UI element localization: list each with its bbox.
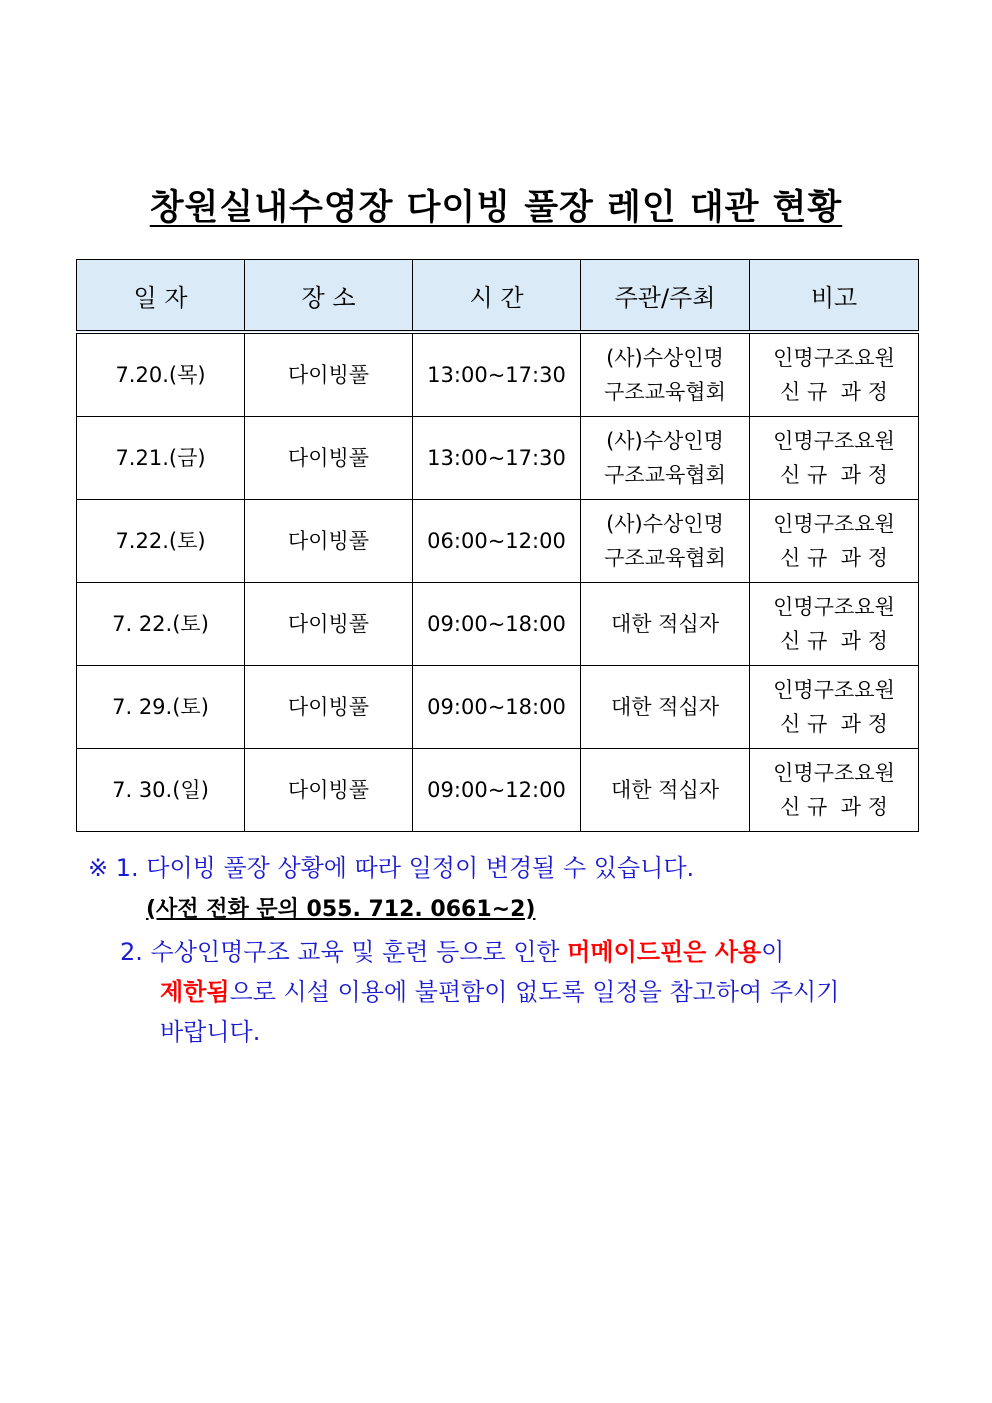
note-2-highlight-mermaid-fin: 머메이드핀은 사용 [567, 938, 762, 966]
header-place: 장 소 [245, 260, 413, 333]
table-header-row [77, 260, 919, 333]
organizer-line-1: (사)수상인명 [606, 429, 724, 453]
cell-time: 09:00~12:00 [413, 749, 581, 832]
note-1: ※ 1. 다이빙 풀장 상황에 따라 일정이 변경될 수 있습니다. [88, 854, 695, 882]
organizer-line-2: 구조교육협회 [604, 546, 726, 570]
cell-date: 7.22.(토) [77, 500, 245, 583]
schedule-table [76, 259, 919, 832]
cell-place: 다이빙풀 [245, 332, 413, 417]
table-row [77, 417, 919, 500]
note-line-2: 신 규 과 정 [780, 629, 888, 653]
cell-organizer: 대한 적십자 [581, 666, 750, 749]
header-note: 비고 [750, 260, 919, 333]
note-line-1: 인명구조요원 [773, 512, 895, 536]
organizer-line-2: 구조교육협회 [604, 380, 726, 404]
cell-place: 다이빙풀 [245, 500, 413, 583]
table-row [77, 583, 919, 666]
note-2-text-c: 으로 시설 이용에 불편함이 없도록 일정을 참고하여 주시기 [229, 978, 840, 1006]
header-time: 시 간 [413, 260, 581, 333]
cell-time: 13:00~17:30 [413, 417, 581, 500]
cell-time: 09:00~18:00 [413, 583, 581, 666]
note-line-1: 인명구조요원 [773, 595, 895, 619]
note-2-line-3: 바랍니다. [160, 1018, 261, 1046]
table-row [77, 500, 919, 583]
cell-organizer [581, 332, 750, 417]
note-line-2: 신 규 과 정 [780, 712, 888, 736]
note-line-1: 인명구조요원 [773, 346, 895, 370]
cell-date: 7.20.(목) [77, 332, 245, 417]
cell-note [750, 666, 919, 749]
table-row [77, 666, 919, 749]
note-line-2: 신 규 과 정 [780, 380, 888, 404]
cell-place: 다이빙풀 [245, 666, 413, 749]
note-2-text-a: 2. 수상인명구조 교육 및 훈련 등으로 인한 [120, 938, 568, 966]
cell-note [750, 583, 919, 666]
note-2-text-b: 이 [761, 938, 785, 966]
cell-organizer: 대한 적십자 [581, 749, 750, 832]
cell-time: 06:00~12:00 [413, 500, 581, 583]
table-row [77, 749, 919, 832]
table-row [77, 332, 919, 417]
organizer-line-2: 구조교육협회 [604, 463, 726, 487]
organizer-line-1: (사)수상인명 [606, 512, 724, 536]
note-line-1: 인명구조요원 [773, 429, 895, 453]
note-line-1: 인명구조요원 [773, 761, 895, 785]
note-2-line-1 [88, 932, 928, 972]
cell-note [750, 417, 919, 500]
cell-organizer: 대한 적십자 [581, 583, 750, 666]
notes-section [88, 848, 928, 1052]
cell-note [750, 500, 919, 583]
header-date: 일 자 [77, 260, 245, 333]
cell-note [750, 749, 919, 832]
note-2-line-2 [88, 972, 928, 1012]
cell-date: 7.21.(금) [77, 417, 245, 500]
cell-organizer [581, 500, 750, 583]
cell-organizer [581, 417, 750, 500]
organizer-line-1: (사)수상인명 [606, 346, 724, 370]
cell-note [750, 332, 919, 417]
note-line-2: 신 규 과 정 [780, 546, 888, 570]
phone-inquiry: (사전 전화 문의 055. 712. 0661~2) [146, 897, 536, 922]
cell-time: 13:00~17:30 [413, 332, 581, 417]
cell-time: 09:00~18:00 [413, 666, 581, 749]
note-line-2: 신 규 과 정 [780, 463, 888, 487]
page-title [0, 180, 992, 230]
note-line-2: 신 규 과 정 [780, 795, 888, 819]
cell-place: 다이빙풀 [245, 749, 413, 832]
note-line-1: 인명구조요원 [773, 678, 895, 702]
cell-place: 다이빙풀 [245, 417, 413, 500]
cell-date: 7. 22.(토) [77, 583, 245, 666]
header-organizer: 주관/주최 [581, 260, 750, 333]
cell-date: 7. 29.(토) [77, 666, 245, 749]
cell-place: 다이빙풀 [245, 583, 413, 666]
cell-date: 7. 30.(일) [77, 749, 245, 832]
note-2-highlight-restricted: 제한됨 [160, 978, 230, 1006]
page-title-text: 창원실내수영장 다이빙 풀장 레인 대관 현황 [149, 188, 843, 228]
